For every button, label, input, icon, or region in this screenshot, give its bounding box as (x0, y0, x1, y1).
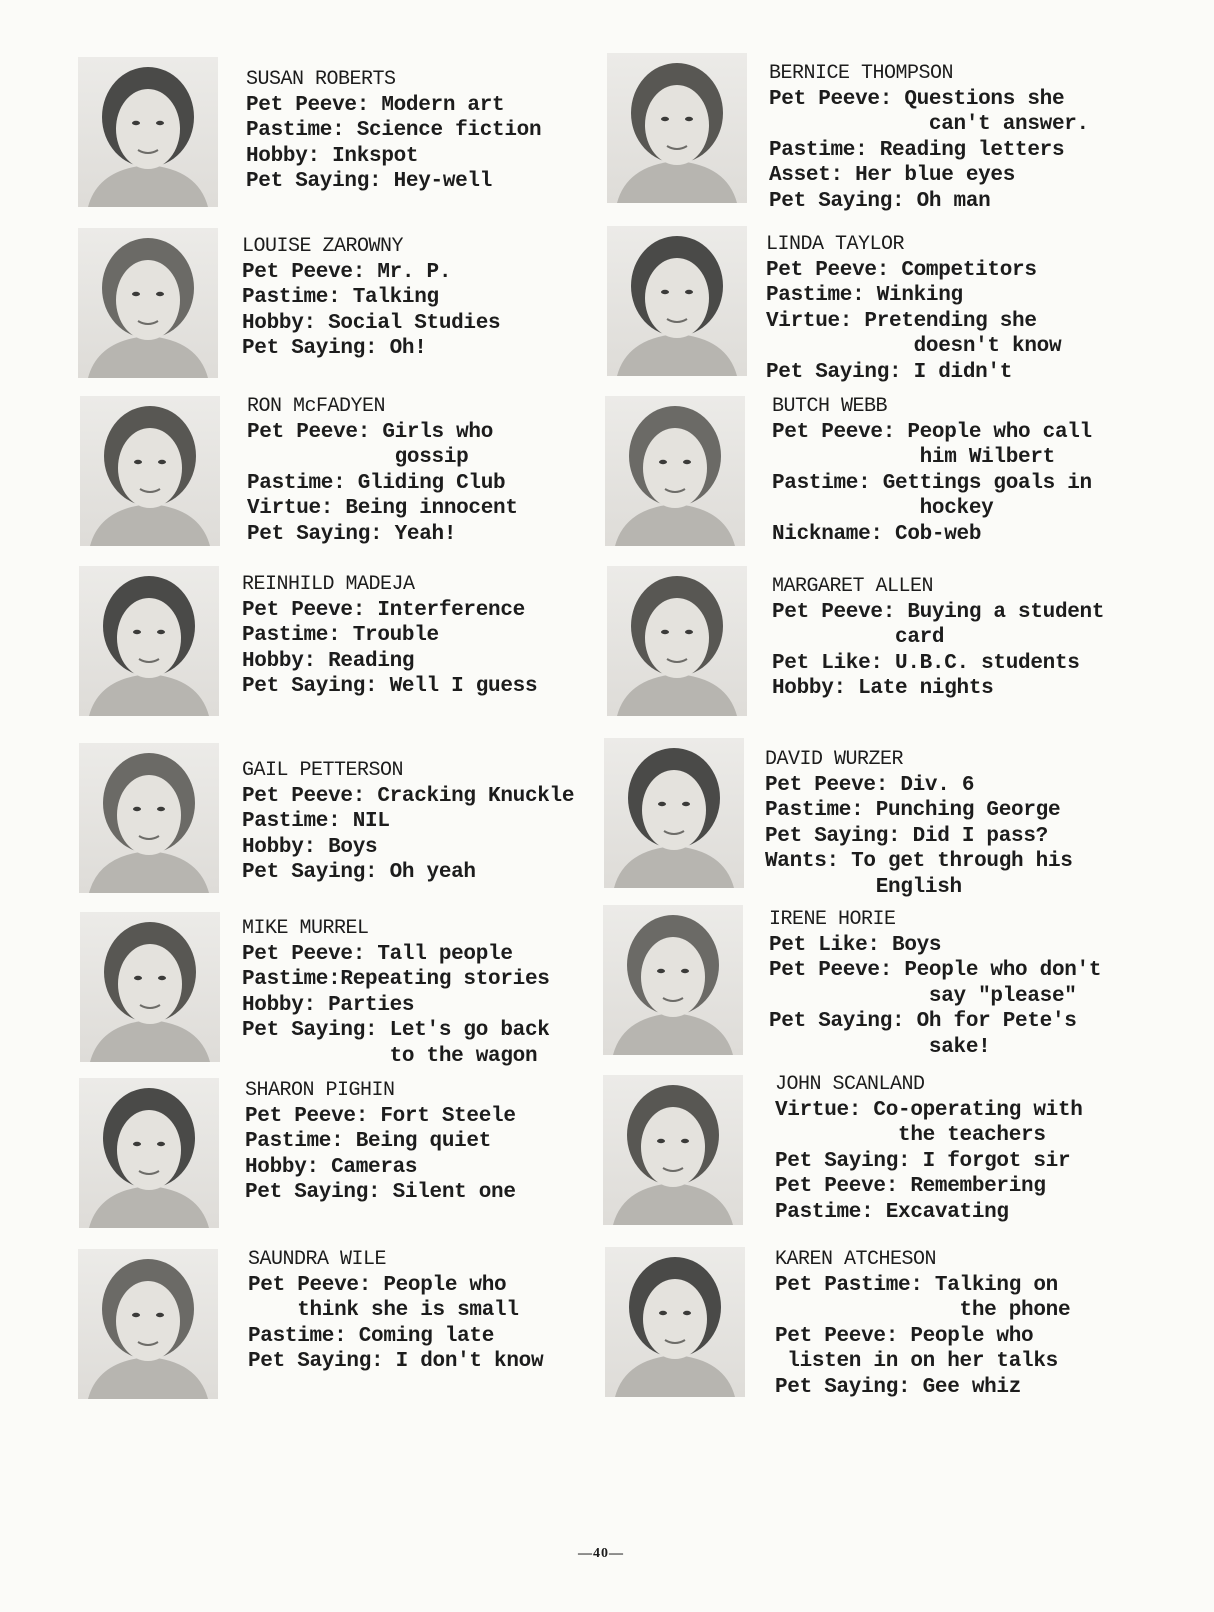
student-info (769, 907, 1101, 1060)
student-detail-line: Pet Peeve: Fort Steele (245, 1104, 516, 1128)
student-detail-line: can't answer. (769, 113, 1089, 136)
portrait-silhouette (78, 228, 218, 378)
student-detail-line: Pastime: Trouble (242, 624, 439, 647)
student-detail-line: Pastime: Gliding Club (247, 471, 506, 495)
student-detail-line: hockey (772, 497, 994, 520)
student-name: GAIL PETTERSON (242, 759, 404, 782)
student-detail-line: Pet Peeve: People who don't (769, 959, 1102, 982)
student-name: MIKE MURREL (242, 917, 369, 940)
student-detail-line: Virtue: Being innocent (247, 497, 518, 520)
student-name: LINDA TAYLOR (766, 233, 905, 256)
portrait-silhouette (79, 743, 219, 893)
portrait-photo (603, 905, 743, 1055)
student-detail-line: Virtue: Pretending she (766, 309, 1037, 333)
student-name: IRENE HORIE (769, 908, 896, 931)
student-detail-line: Pet Like: U.B.C. students (772, 651, 1080, 675)
student-detail-line: Hobby: Late nights (772, 677, 994, 700)
student-detail-line: card (772, 626, 945, 649)
portrait-photo (79, 743, 219, 893)
student-detail-line: Virtue: Co-operating with (775, 1098, 1083, 1122)
portrait-photo (78, 57, 218, 207)
student-detail-line: him Wilbert (772, 446, 1055, 469)
portrait-silhouette (603, 905, 743, 1055)
page-number: —40— (578, 1546, 624, 1561)
student-detail-line: Pastime: Winking (766, 284, 963, 307)
student-detail-line: Pet Peeve: Modern art (246, 93, 505, 117)
student-detail-line: Pet Saying: Silent one (245, 1181, 516, 1204)
student-info (765, 747, 1073, 900)
student-info (248, 1247, 543, 1375)
portrait-silhouette (78, 57, 218, 207)
portrait-photo (605, 396, 745, 546)
student-detail-line: say "please" (769, 984, 1077, 1008)
student-detail-line: Pastime: Coming late (248, 1324, 495, 1348)
student-detail-line: Hobby: Parties (242, 993, 415, 1017)
portrait-photo (605, 1247, 745, 1397)
student-name: REINHILD MADEJA (242, 573, 415, 596)
student-detail-line: Pastime: Punching George (765, 799, 1061, 822)
student-detail-line: Pet Saying: Oh! (242, 337, 427, 360)
portrait-silhouette (605, 1247, 745, 1397)
student-detail-line: Pastime: Being quiet (245, 1130, 492, 1153)
student-detail-line: Pet Saying: Oh yeah (242, 861, 476, 884)
student-detail-line: Pet Peeve: Competitors (766, 258, 1037, 282)
student-name: SAUNDRA WILE (248, 1248, 387, 1271)
portrait-photo (78, 1249, 218, 1399)
portrait-silhouette (79, 1078, 219, 1228)
student-detail-line: Pet Saying: Yeah! (247, 522, 457, 546)
student-detail-line: doesn't know (766, 335, 1062, 358)
student-detail-line: Pet Peeve: Questions she (769, 87, 1065, 111)
student-detail-line: Pet Pastime: Talking on (775, 1273, 1058, 1297)
student-name: DAVID WURZER (765, 748, 904, 771)
student-detail-line: Pet Peeve: Interference (242, 598, 525, 622)
student-detail-line: Pet Saying: Well I guess (242, 675, 538, 698)
portrait-silhouette (607, 53, 747, 203)
portrait-photo (603, 1075, 743, 1225)
student-detail-line: Pet Peeve: People who (775, 1324, 1034, 1348)
student-detail-line: Hobby: Social Studies (242, 311, 501, 335)
student-detail-line: Pet Peeve: Girls who (247, 420, 494, 444)
student-detail-line: Pet Like: Boys (769, 933, 942, 957)
portrait-photo (80, 396, 220, 546)
student-name: MARGARET ALLEN (772, 575, 934, 598)
student-detail-line: to the wagon (242, 1044, 538, 1068)
student-name: BUTCH WEBB (772, 395, 888, 418)
student-detail-line: Pet Saying: I forgot sir (775, 1149, 1071, 1173)
student-detail-line: Pet Peeve: Div. 6 (765, 773, 975, 797)
student-info (775, 1247, 1070, 1400)
student-detail-line: Hobby: Boys (242, 835, 378, 859)
student-name: JOHN SCANLAND (775, 1073, 925, 1096)
portrait-photo (78, 228, 218, 378)
student-detail-line: Pet Peeve: Tall people (242, 942, 513, 966)
student-detail-line: Pet Peeve: People who call (772, 420, 1092, 444)
student-detail-line: Pet Saying: Let's go back (242, 1019, 550, 1042)
student-detail-line: think she is small (248, 1299, 519, 1322)
portrait-silhouette (604, 738, 744, 888)
student-detail-line: Pastime: NIL (242, 810, 390, 833)
student-info (242, 758, 574, 886)
student-info (242, 916, 550, 1069)
student-info (247, 394, 518, 547)
student-detail-line: Pet Saying: I don't know (248, 1350, 544, 1373)
student-detail-line: listen in on her talks (775, 1350, 1058, 1373)
student-info (245, 1078, 516, 1206)
student-detail-line: Wants: To get through his (765, 850, 1073, 873)
student-name: BERNICE THOMPSON (769, 62, 954, 85)
student-detail-line: Pet Peeve: Remembering (775, 1175, 1046, 1198)
student-name: SUSAN ROBERTS (246, 68, 396, 91)
student-detail-line: Pet Peeve: People who (248, 1273, 507, 1297)
student-detail-line: Pet Peeve: Buying a student (772, 600, 1105, 624)
student-name: LOUISE ZAROWNY (242, 235, 404, 258)
portrait-photo (607, 566, 747, 716)
student-detail-line: Nickname: Cob-web (772, 522, 982, 546)
student-detail-line: Pet Peeve: Cracking Knuckle (242, 784, 575, 808)
student-info (242, 234, 500, 362)
student-info (775, 1072, 1083, 1225)
student-info (246, 67, 541, 195)
student-name: RON McFADYEN (247, 395, 386, 418)
portrait-silhouette (607, 566, 747, 716)
student-detail-line: the teachers (775, 1124, 1046, 1147)
student-detail-line: gossip (247, 446, 469, 469)
portrait-silhouette (80, 396, 220, 546)
student-detail-line: Pastime: Talking (242, 286, 439, 309)
student-detail-line: Pet Saying: Oh man (769, 189, 991, 213)
student-detail-line: the phone (775, 1299, 1071, 1322)
portrait-photo (604, 738, 744, 888)
student-detail-line: Pet Saying: Hey-well (246, 170, 493, 193)
portrait-silhouette (603, 1075, 743, 1225)
student-detail-line: Pet Saying: I didn't (766, 360, 1013, 384)
student-info (769, 61, 1089, 214)
student-detail-line: Pet Saying: Gee whiz (775, 1375, 1022, 1399)
portrait-photo (607, 226, 747, 376)
portrait-photo (607, 53, 747, 203)
student-detail-line: English (765, 875, 962, 899)
student-detail-line: sake! (769, 1035, 991, 1059)
portrait-silhouette (605, 396, 745, 546)
student-detail-line: Pastime:Repeating stories (242, 968, 550, 991)
student-name: KAREN ATCHESON (775, 1248, 937, 1271)
portrait-silhouette (80, 912, 220, 1062)
portrait-photo (80, 912, 220, 1062)
student-info (772, 574, 1104, 702)
student-detail-line: Pet Saying: Oh for Pete's (769, 1010, 1077, 1033)
portrait-silhouette (79, 566, 219, 716)
portrait-photo (79, 1078, 219, 1228)
student-detail-line: Hobby: Reading (242, 649, 415, 673)
student-detail-line: Pastime: Gettings goals in (772, 471, 1092, 495)
student-detail-line: Asset: Her blue eyes (769, 164, 1016, 187)
student-detail-line: Pastime: Reading letters (769, 138, 1065, 162)
student-detail-line: Pet Peeve: Mr. P. (242, 260, 452, 284)
student-info (242, 572, 537, 700)
student-detail-line: Pet Saying: Did I pass? (765, 824, 1048, 848)
student-detail-line: Pastime: Science fiction (246, 119, 542, 142)
portrait-silhouette (78, 1249, 218, 1399)
portrait-silhouette (607, 226, 747, 376)
student-info (766, 232, 1061, 385)
student-info (772, 394, 1092, 547)
student-detail-line: Hobby: Cameras (245, 1155, 418, 1179)
portrait-photo (79, 566, 219, 716)
student-detail-line: Pastime: Excavating (775, 1200, 1009, 1224)
student-name: SHARON PIGHIN (245, 1079, 395, 1102)
student-detail-line: Hobby: Inkspot (246, 144, 419, 168)
